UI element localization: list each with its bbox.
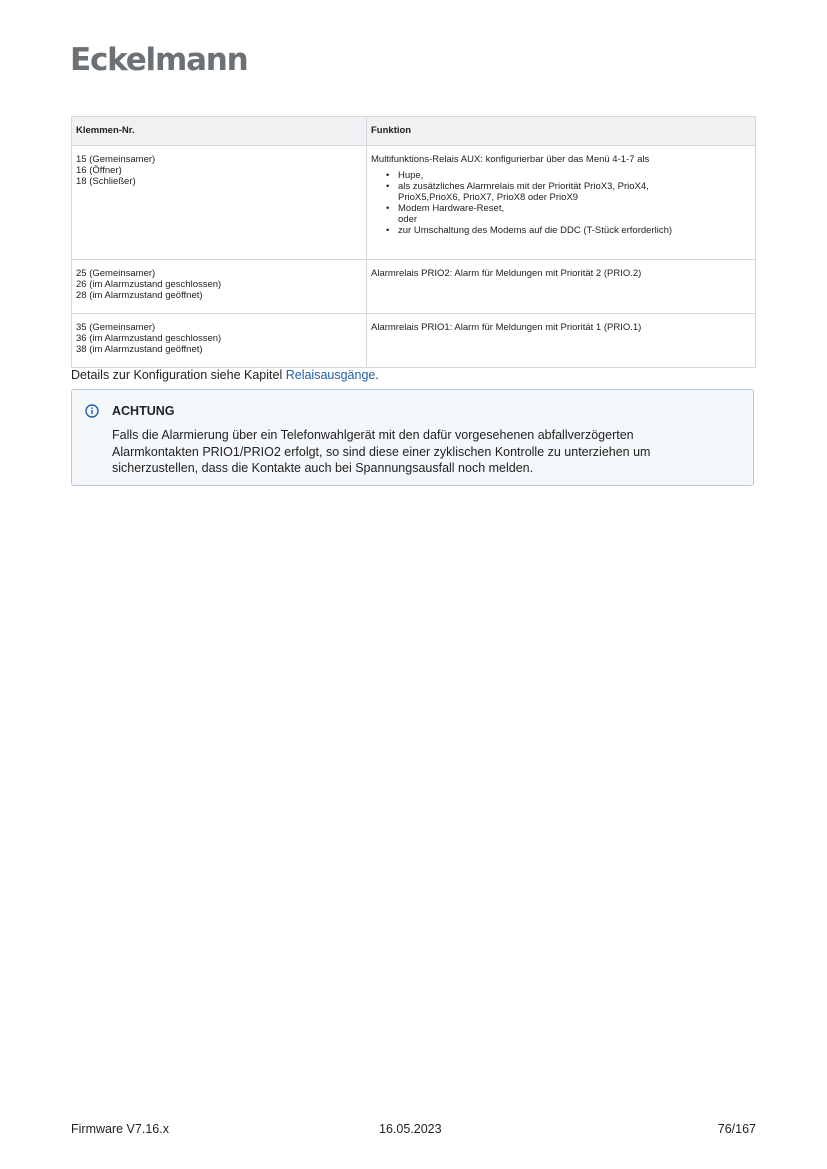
list-item [386,181,751,203]
details-paragraph [71,367,379,383]
footer-date: 16.05.2023 [379,1122,442,1136]
details-text: Details zur Konfiguration siehe Kapitel [71,368,286,382]
list-item-line: Hupe, [398,170,424,181]
footer-firmware-version: Firmware V7.16.x [71,1122,169,1136]
function-intro: Multifunktions-Relais AUX: konfigurierbar über das Menü 4-1-7 als [371,154,650,165]
terminal-line: 25 (Gemeinsamer) [76,268,156,279]
note-body-line: Falls die Alarmierung über ein Telefonwahlgerät mit den dafür vorgesehenen abfallverzögerten [112,428,634,442]
terminal-line: 18 (Schließer) [76,176,136,187]
terminal-line: 15 (Gemeinsamer) [76,154,156,165]
function-intro: Alarmrelais PRIO2: Alarm für Meldungen mit Priorität 2 (PRIO.2) [371,268,642,279]
list-item [386,225,751,236]
list-item-line: zur Umschaltung des Modems auf die DDC (T-Stück erforderlich) [398,225,673,236]
relay-outputs-link[interactable]: Relaisausgänge [285,368,376,382]
column-header-terminal-no: Klemmen-Nr. [72,117,367,146]
column-header-function: Funktion [367,117,756,146]
bullet-icon: • [386,181,390,192]
bullet-icon: • [386,203,390,214]
list-item-line: PrioX5,PrioX6, PrioX7, PrioX8 oder PrioX9 [398,192,579,203]
warning-note [71,389,754,486]
note-body-line: sicherzustellen, dass die Kontakte auch bei Spannungsausfall noch melden. [112,461,534,475]
note-title: ACHTUNG [112,404,175,418]
function-cell [367,146,756,260]
terminal-cell [72,314,367,368]
terminal-cell [72,146,367,260]
terminal-function-table [71,116,756,368]
function-cell [367,260,756,314]
bullet-icon: • [386,225,390,236]
eckelmann-logo: Eckelmann [70,42,248,78]
terminal-line: 26 (im Alarmzustand geschlossen) [76,279,222,290]
function-intro: Alarmrelais PRIO1: Alarm für Meldungen mit Priorität 1 (PRIO.1) [371,322,642,333]
footer-page-number: 76/167 [717,1122,756,1136]
note-body-line: Alarmkontakten PRIO1/PRIO2 erfolgt, so sind diese einer zyklischen Kontrolle zu unterziehen um [112,444,651,459]
list-item [386,203,751,225]
terminal-cell [72,260,367,314]
table-header-row [72,117,756,146]
terminal-line: 38 (im Alarmzustand geöffnet) [76,344,203,355]
list-item-line: als zusätzliches Alarmrelais mit der Priorität PrioX3, PrioX4, [398,181,649,192]
terminal-line: 28 (im Alarmzustand geöffnet) [76,290,203,301]
function-option-list [371,170,751,236]
info-icon [85,404,99,418]
list-item-line: oder [398,214,418,225]
details-suffix: . [375,368,379,382]
table-row [72,260,756,314]
function-cell [367,314,756,368]
table-row [72,146,756,260]
terminal-line: 35 (Gemeinsamer) [76,322,156,333]
note-body [112,427,742,477]
list-item [386,170,751,181]
bullet-icon: • [386,170,390,181]
table-row [72,314,756,368]
terminal-line: 36 (im Alarmzustand geschlossen) [76,333,222,344]
list-item-line: Modem Hardware-Reset, [398,203,505,214]
terminal-line: 16 (Öffner) [76,165,122,176]
